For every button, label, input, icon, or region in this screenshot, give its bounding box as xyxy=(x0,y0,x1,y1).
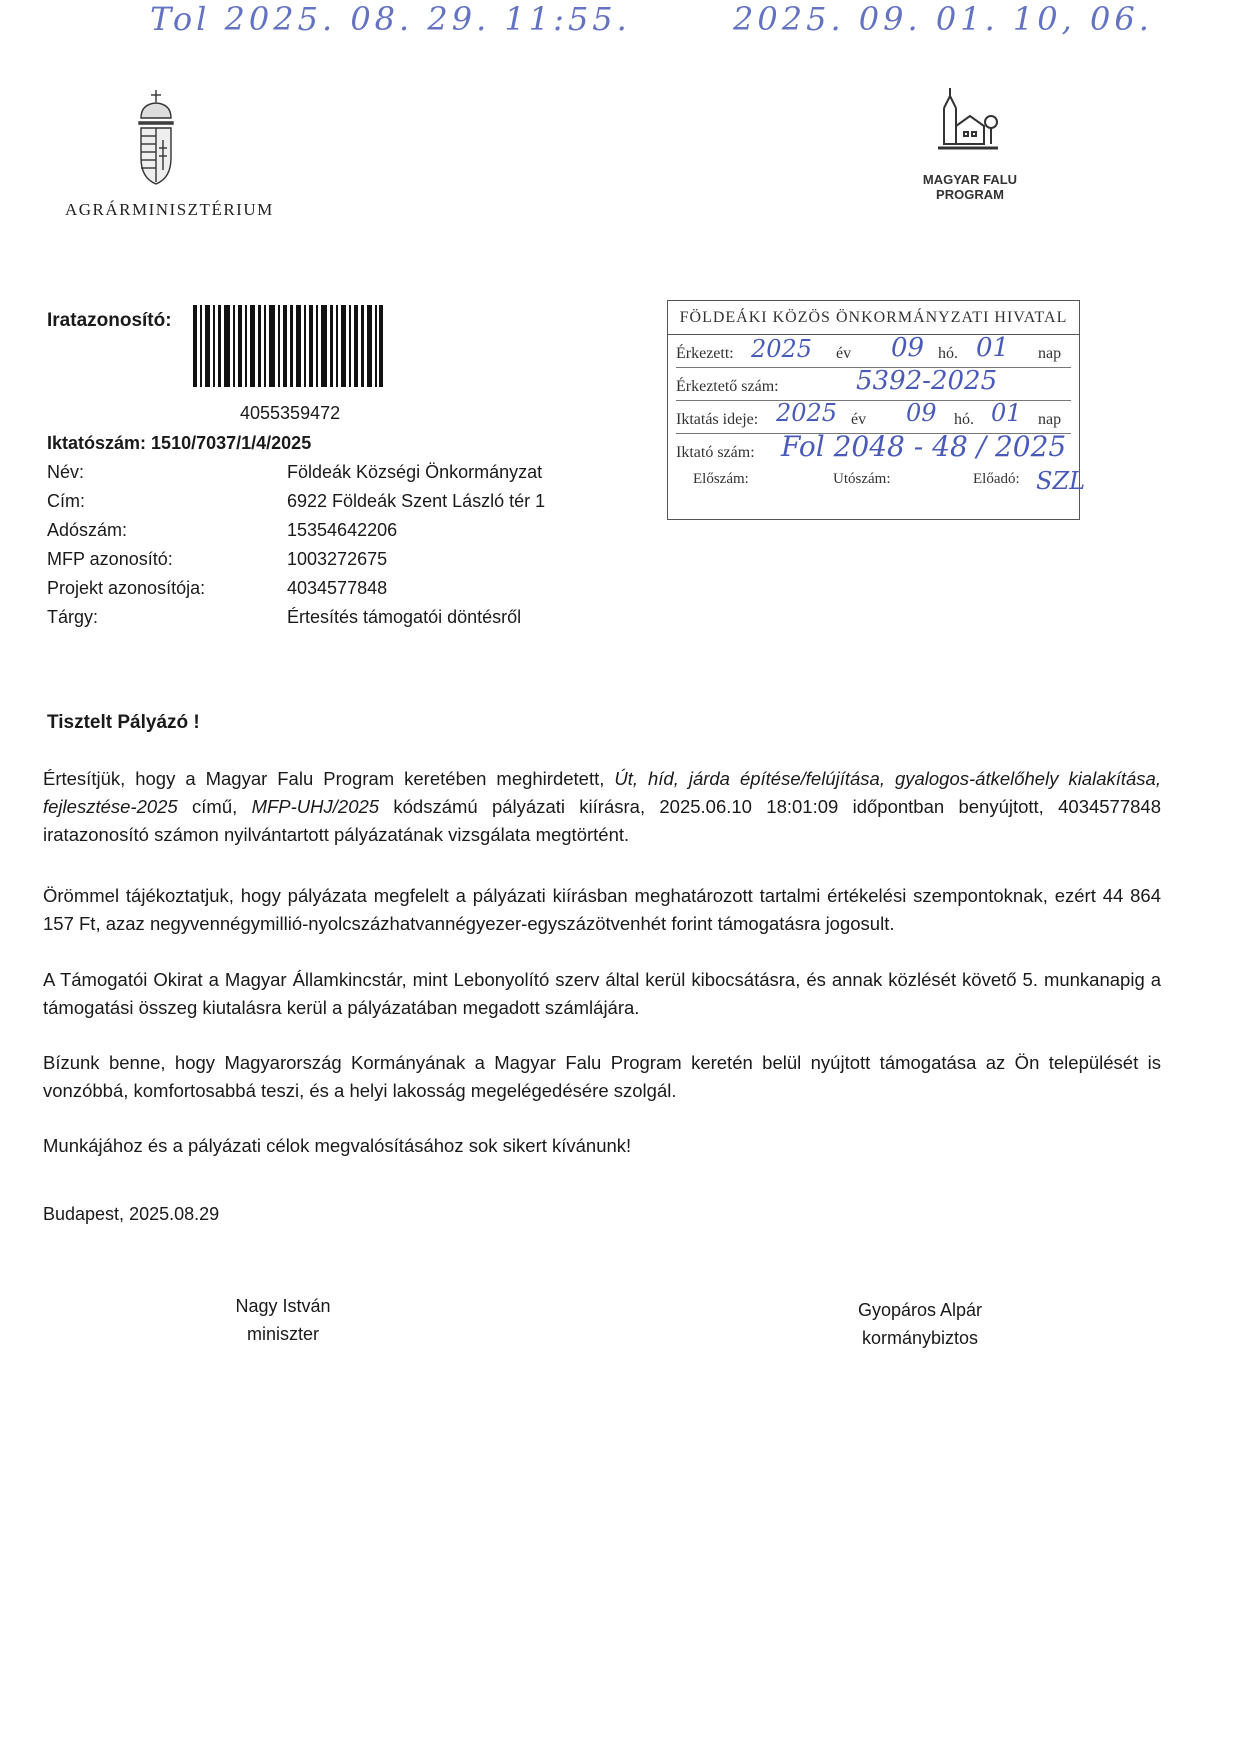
p1-call-code: MFP-UHJ/2025 xyxy=(251,796,380,817)
stamp-erkezteto-label: Érkeztető szám: xyxy=(676,378,779,395)
signature-name: Gyopáros Alpár xyxy=(857,1300,983,1320)
stamp-iktatas-nap-label: nap xyxy=(1038,411,1062,428)
stamp-iktatas-ho-label: hó. xyxy=(954,411,974,428)
stamp-bottom-row xyxy=(668,467,1086,519)
stamp-iktatas-month: 09 xyxy=(906,399,937,427)
program-logo-line1: MAGYAR FALU xyxy=(922,172,1018,187)
stamp-iktato-value: Fol 2048 - 48 / 2025 xyxy=(781,430,1067,463)
info-value: 15354642206 xyxy=(287,520,398,540)
program-logo-line2: PROGRAM xyxy=(936,187,1004,202)
registration-stamp xyxy=(667,300,1086,520)
iktatoszam-value: 1510/7037/1/4/2025 xyxy=(151,433,312,453)
iratazonosito-label: Iratazonosító: xyxy=(47,310,172,331)
salutation: Tisztelt Pályázó ! xyxy=(47,712,200,733)
info-key: Adószám: xyxy=(47,520,128,540)
stamp-erkezett-year: 2025 xyxy=(751,335,813,363)
paragraph-4: Bízunk benne, hogy Magyarország Kormányának a Magyar Falu Program keretén belül nyújtott támogatása az Ön települését is vonzóbbá, komfortosabbá teszi, és a helyi lakosság megelégedésére szolgál. xyxy=(43,1052,1161,1101)
stamp-eloszam-label: Előszám: xyxy=(693,471,749,487)
barcode-number: 4055359472 xyxy=(240,403,341,423)
stamp-utoszam-label: Utószám: xyxy=(833,471,891,487)
stamp-erkezett-month: 09 xyxy=(891,333,925,363)
stamp-title: FÖLDEÁKI KÖZÖS ÖNKORMÁNYZATI HIVATAL xyxy=(668,301,1079,335)
info-value: Értesítés támogatói döntésről xyxy=(287,607,522,627)
p1-part-c: kódszámú pályázati kiírásra, 2025.06.10 18:01:09 időpontban benyújtott, 4034577848 iratazonosító számon nyilvántartott pályázatának vizsgálata megtörtént. xyxy=(43,796,1162,845)
stamp-erkezteto-value: 5392-2025 xyxy=(856,366,998,396)
info-key: Projekt azonosítója: xyxy=(47,578,206,598)
stamp-erkezett-label: Érkezett: xyxy=(676,345,734,362)
stamp-row-erkezett xyxy=(676,335,1071,368)
stamp-row-iktato xyxy=(676,430,1071,466)
p1-part-b: című, xyxy=(177,796,252,817)
info-value: 6922 Földeák Szent László tér 1 xyxy=(287,491,546,511)
paragraph-1 xyxy=(43,765,1161,849)
stamp-ho-label: hó. xyxy=(938,345,958,362)
church-village-logo-icon xyxy=(936,86,1000,156)
info-key: Cím: xyxy=(47,491,85,511)
info-value: 1003272675 xyxy=(287,549,388,569)
stamp-iktatas-day: 01 xyxy=(991,399,1022,427)
signature-title: kormánybiztos xyxy=(861,1328,979,1348)
stamp-eloado-label: Előadó: xyxy=(973,471,1020,487)
p1-part-a: Értesítjük, hogy a Magyar Falu Program keretében meghirdetett, xyxy=(43,768,615,789)
signature-title: miniszter xyxy=(246,1324,319,1344)
p1-call-title: Út, híd, járda építése/felújítása, gyalogos-átkelőhely kialakítása, fejlesztése-2025 xyxy=(43,768,1161,817)
stamp-nap-label: nap xyxy=(1038,345,1062,362)
program-logo-text xyxy=(908,172,1032,202)
info-value: Földeák Községi Önkormányzat xyxy=(287,462,543,482)
signature-name: Nagy István xyxy=(235,1296,331,1316)
place-date: Budapest, 2025.08.29 xyxy=(43,1204,220,1224)
coat-of-arms-icon xyxy=(133,88,179,188)
stamp-row-erkezteto xyxy=(676,368,1071,401)
iktatoszam-label: Iktatószám: xyxy=(47,433,147,453)
info-value: 4034577848 xyxy=(287,578,388,598)
info-key: Tárgy: xyxy=(47,607,99,627)
handwritten-note-left: Tol 2025. 08. 29. 11:55. xyxy=(150,0,631,38)
stamp-ev-label: év xyxy=(836,345,852,362)
iktatoszam xyxy=(47,433,311,454)
handwritten-receipt-note xyxy=(150,0,1181,38)
handwritten-note-right: 2025. 09. 01. 10, 06. xyxy=(733,0,1153,38)
stamp-iktatas-label: Iktatás ideje: xyxy=(676,411,759,428)
signature-commissioner xyxy=(800,1296,1040,1352)
info-key: MFP azonosító: xyxy=(47,549,173,569)
ministry-name: AGRÁRMINISZTÉRIUM xyxy=(65,200,274,219)
paragraph-3: A Támogatói Okirat a Magyar Államkincstár, mint Lebonyolító szerv által kerül kibocsátásra, és annak közlését követő 5. munkanapig a támogatási összeg kiutalásra kerül a pályázatában megadott számlájára. xyxy=(43,969,1161,1018)
barcode xyxy=(193,305,383,387)
stamp-iktatas-ev-label: év xyxy=(851,411,867,428)
stamp-eloado-value: SZL xyxy=(1036,467,1086,495)
info-key: Név: xyxy=(47,462,85,482)
signature-minister xyxy=(163,1292,403,1348)
stamp-iktato-label: Iktató szám: xyxy=(676,444,755,461)
paragraph-2: Örömmel tájékoztatjuk, hogy pályázata megfelelt a pályázati kiírásban meghatározott tartalmi értékelési szempontoknak, ezért 44 864 157 Ft, azaz negyvennégymillió-nyolcszázhatvannégyezer-egyszázötvenhét forint támogatásra jogosult. xyxy=(43,885,1161,934)
stamp-erkezett-day: 01 xyxy=(976,333,1010,363)
paragraph-5: Munkájához és a pályázati célok megvalósításához sok sikert kívánunk! xyxy=(43,1135,632,1156)
stamp-iktatas-year: 2025 xyxy=(776,399,838,427)
